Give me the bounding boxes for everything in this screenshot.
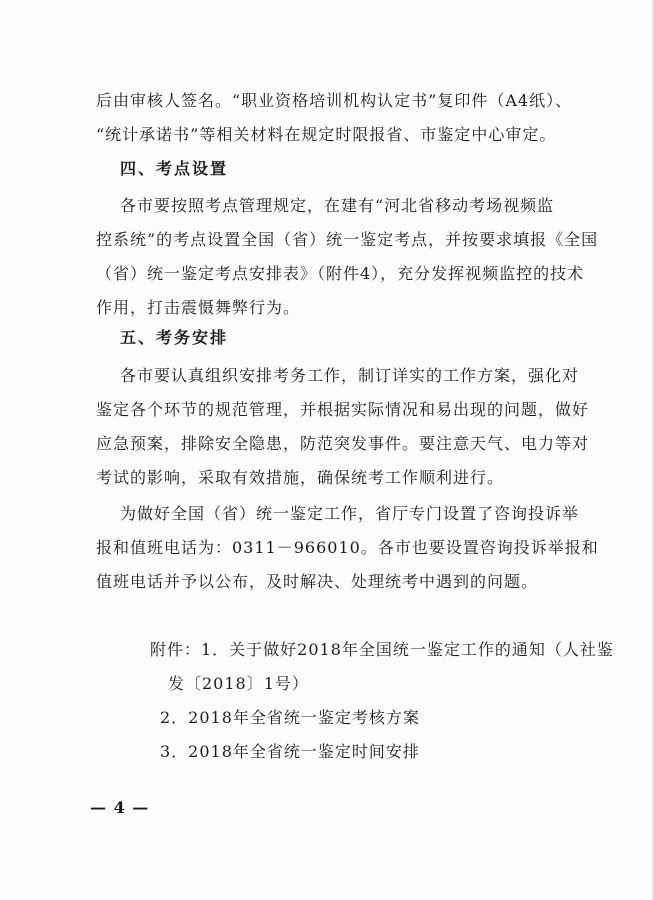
section4-line-4: 作用，打击震慑舞弊行为。 xyxy=(96,298,301,317)
section4-title: 四、考点设置 xyxy=(120,159,229,178)
section4-line-3: （省）统一鉴定考点安排表》（附件4），充分发挥视频监控的技术 xyxy=(96,264,585,283)
body-line-1: 后由审核人签名。“职业资格培训机构认定书”复印件（A4纸）、 xyxy=(96,91,573,110)
section5-para1-line-3: 应急预案，排除安全隐患，防范突发事件。要注意天气、电力等对 xyxy=(96,434,590,453)
page-number: — 4 — xyxy=(90,798,150,817)
attachment-item-2: 2．2018年全省统一鉴定考核方案 xyxy=(160,708,420,727)
section5-para1-line-2: 鉴定各个环节的规范管理，并根据实际情况和易出现的问题，做好 xyxy=(96,400,590,419)
attachment-line-1-continued: 发〔2018〕1号） xyxy=(168,674,309,693)
section5-para2-line-3: 值班电话并予以公布，及时解决、处理统考中遇到的问题。 xyxy=(96,572,539,591)
section5-para1-line-1: 各市要认真组织安排考务工作，制订详实的工作方案，强化对 xyxy=(120,366,580,385)
section5-para1-line-4: 考试的影响，采取有效措施，确保统考工作顺利进行。 xyxy=(96,468,505,487)
section5-title: 五、考务安排 xyxy=(120,328,229,347)
attachment-line-1: 附件：1．关于做好2018年全国统一鉴定工作的通知（人社鉴 xyxy=(150,640,614,659)
body-line-2: “统计承诺书”等相关材料在规定时限报省、市鉴定中心审定。 xyxy=(96,125,557,144)
section5-para2-line-2: 报和值班电话为：0311－966010。各市也要设置咨询投诉举报和 xyxy=(96,538,599,557)
attachment-item-3: 3．2018年全省统一鉴定时间安排 xyxy=(160,742,420,761)
section4-line-1: 各市要按照考点管理规定，在建有“河北省移动考场视频监 xyxy=(120,196,555,215)
section4-line-2: 控系统”的考点设置全国（省）统一鉴定考点，并按要求填报《全国 xyxy=(96,230,599,249)
section5-para2-line-1: 为做好全国（省）统一鉴定工作，省厅专门设置了咨询投诉举 xyxy=(120,504,580,523)
